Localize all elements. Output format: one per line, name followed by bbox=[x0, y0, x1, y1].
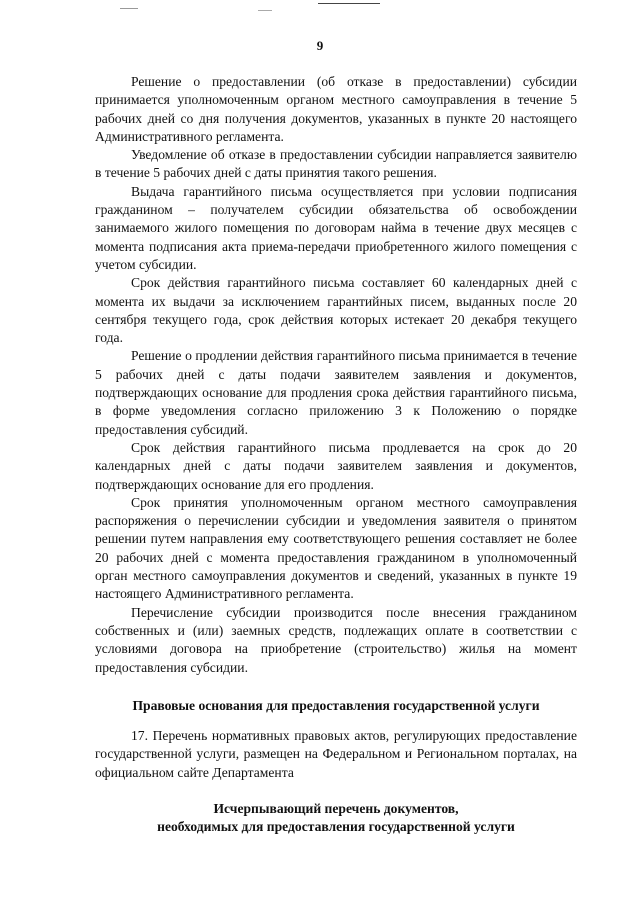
paragraph-extension-decision: Решение о продлении действия гарантийного письма принимается в течение 5 рабочих дней с даты подачи заявителем заявления и документов, подтверждающих основание для продления срока действия гарантийного письма, в форме уведомления согласно приложению 3 к Положению о порядке предоставления субсидий. bbox=[95, 348, 577, 437]
scan-artifact-mid bbox=[258, 10, 272, 11]
heading-line-2: необходимых для предоставления государственной услуги bbox=[157, 819, 515, 835]
document-body bbox=[95, 73, 577, 837]
paragraph-guarantee-letter-validity: Срок действия гарантийного письма составляет 60 календарных дней с момента их выдачи за исключением гарантийных писем, выданных после 20 сентября текущего года, срок действия которых истекает 20 декабря текущего года. bbox=[95, 275, 577, 346]
paragraph-refusal-notice: Уведомление об отказе в предоставлении субсидии направляется заявителю в течение 5 рабочих дней с даты принятия такого решения. bbox=[95, 147, 577, 181]
section-heading-legal-basis: Правовые основания для предоставления государственной услуги bbox=[132, 697, 540, 713]
paragraph-extension-term: Срок действия гарантийного письма продлевается на срок до 20 календарных дней с даты подачи заявителем заявления и документов, подтверждающих основание для его продления. bbox=[95, 439, 577, 492]
scan-artifact-left bbox=[120, 8, 138, 9]
paragraph-transfer-order-term: Срок принятия уполномоченным органом местного самоуправления распоряжения о перечислении субсидии и уведомления заявителя о принятом решении путем направления ему соответствующего решения составляет не более 20 рабочих дней с момента предоставления гражданином в уполномоченный орган местного самоуправления документов и сведений, указанных в пункте 19 настоящего Административного регламента. bbox=[95, 494, 577, 602]
paragraph-decision: Решение о предоставлении (об отказе в предоставлении) субсидии принимается уполномоченным органом местного самоуправления в течение 5 рабочих дней со дня получения документов, указанных в пункте 20 настоящего Административного регламента. bbox=[95, 74, 577, 144]
section-heading-documents-list bbox=[95, 800, 577, 837]
page-number: 9 bbox=[316, 38, 324, 53]
scan-artifact-top bbox=[318, 3, 380, 4]
item-17-paragraph: 17. Перечень нормативных правовых актов, регулирующих предоставление государственной услуги, размещен на Федеральном и Региональном порталах, на официальном сайте Департамента bbox=[95, 728, 577, 780]
paragraph-guarantee-letter-issue: Выдача гарантийного письма осуществляется при условии подписания гражданином – получателем субсидии обязательства об освобождении занимаемого жилого помещения по договорам найма в течение двух месяцев с момента подписания акта приема-передачи приобретенного жилого помещения с учетом субсидии. bbox=[95, 183, 577, 272]
paragraph-subsidy-transfer: Перечисление субсидии производится после внесения гражданином собственных и (или) заемных средств, подлежащих оплате в соответствии с условиями договора на приобретение (строительство) жилья на момент предоставления субсидии. bbox=[95, 604, 577, 675]
heading-line-1: Исчерпывающий перечень документов, bbox=[213, 800, 459, 816]
